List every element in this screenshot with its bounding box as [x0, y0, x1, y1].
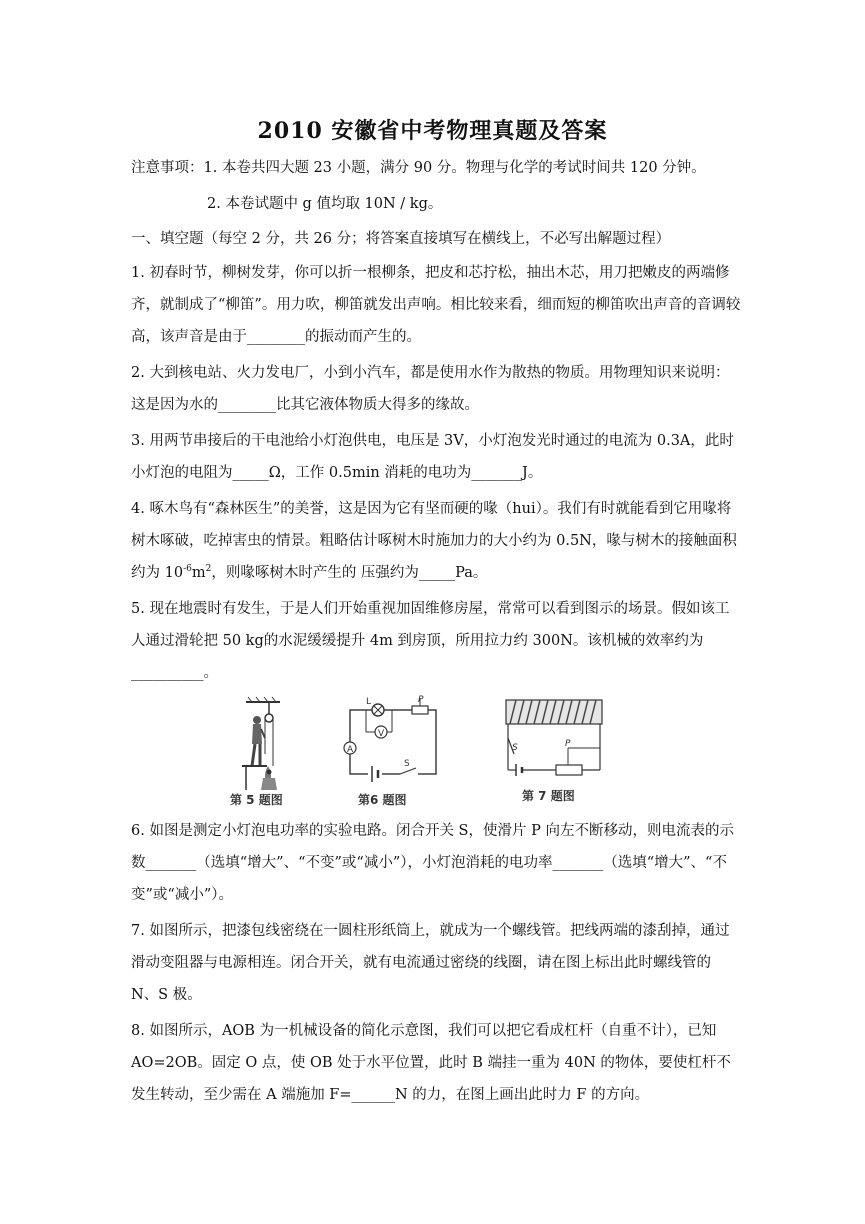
notes-line-2: 2. 本卷试题中 g 值均取 10N / kg。: [207, 196, 443, 212]
section-heading: 一、填空题（每空 2 分，共 26 分；将答案直接填写在横线上，不必写出解题过程）: [131, 231, 671, 247]
exponent-2: 2: [205, 564, 212, 575]
label-A: A: [347, 745, 354, 755]
figure-7-solenoid: [496, 692, 612, 808]
question-2: 2. 大到核电站、火力发电厂，小到小汽车，都是使用水作为散热的物质。用物理知识来说明：这是因为水的________比其它液体物质大得多的缘故。: [131, 365, 730, 413]
exponent: -6: [183, 564, 192, 575]
label-L: L: [366, 697, 372, 707]
question-3: 3. 用两节串接后的干电池给小灯泡供电，电压是 3V，小灯泡发光时通过的电流为 0.3A，此时小灯泡的电阻为_____Ω，工作 0.5min 消耗的电功为_______J。: [131, 433, 734, 481]
label-P7: P: [565, 739, 571, 749]
figure-5-pulley: [222, 694, 302, 810]
figure-7-caption: 第 7 题图: [522, 789, 575, 803]
question-6: 6. 如图是测定小灯泡电功率的实验电路。闭合开关 S，使滑片 P 向左不断移动，则电流表的示数_______（选填“增大”、“不变”或“减小”），小灯泡消耗的电功率_______（选填“增大”、“不变”或“减小”）。: [131, 823, 734, 903]
label-S7: S: [512, 743, 518, 753]
question-5: 5. 现在地震时有发生，于是人们开始重视加固维修房屋，常常可以看到图示的场景。假如该工人通过滑轮把 50 kg的水泥缓缓提升 4m 到房顶，所用拉力约 300N。该机械的效率约为__________。: [131, 601, 730, 681]
question-1: 1. 初春时节，柳树发芽，你可以折一根柳条，把皮和芯拧松，抽出木芯，用刀把嫩皮的两端修齐，就制成了“柳笛”。用力吹，柳笛就发出声响。相比较来看，细而短的柳笛吹出声音的音调较高，该声音是由于________的振动而产生的。: [131, 265, 741, 345]
question-4: [131, 493, 741, 589]
question-4-tail: ，则喙啄树木时产生的 压强约为_____Pa。: [211, 565, 488, 581]
notes-line-1: 注意事项：1. 本卷共四大题 23 小题，满分 90 分。物理与化学的考试时间共 120 分钟。: [131, 160, 706, 176]
label-S: S: [404, 759, 410, 769]
page-title: 2010 安徽省中考物理真题及答案: [257, 118, 608, 144]
figure-6-circuit: [338, 692, 450, 810]
label-P: P: [418, 695, 424, 705]
label-V: V: [378, 729, 385, 739]
question-4-text: 4. 啄木鸟有“森林医生”的美誉，这是因为它有坚而硬的喙（hui）。我们有时就能看到它用喙将树木啄破，吃掉害虫的情景。粗略估计啄树木时施加力的大小约为 0.5N，喙与树木的接触面积约为 10: [131, 501, 737, 581]
figure-6-caption: 第6 题图: [358, 793, 407, 807]
unit: m: [191, 565, 206, 581]
figure-5-caption: 第 5 题图: [230, 793, 283, 807]
question-8: 8. 如图所示，AOB 为一机械设备的简化示意图，我们可以把它看成杠杆（自重不计），已知 AO=2OB。固定 O 点，使 OB 处于水平位置，此时 B 端挂一重为 40N 的物体，要使杠杆不发生转动，至少需在 A 端施加 F=______N 的力，在图上画出此时力 F 的方向。: [131, 1023, 731, 1103]
question-7: 7. 如图所示，把漆包线密绕在一圆柱形纸筒上，就成为一个螺线管。把线两端的漆刮掉，通过滑动变阻器与电源相连。闭合开关，就有电流通过密绕的线圈，请在图上标出此时螺线管的 N、S 极。: [131, 923, 730, 1003]
